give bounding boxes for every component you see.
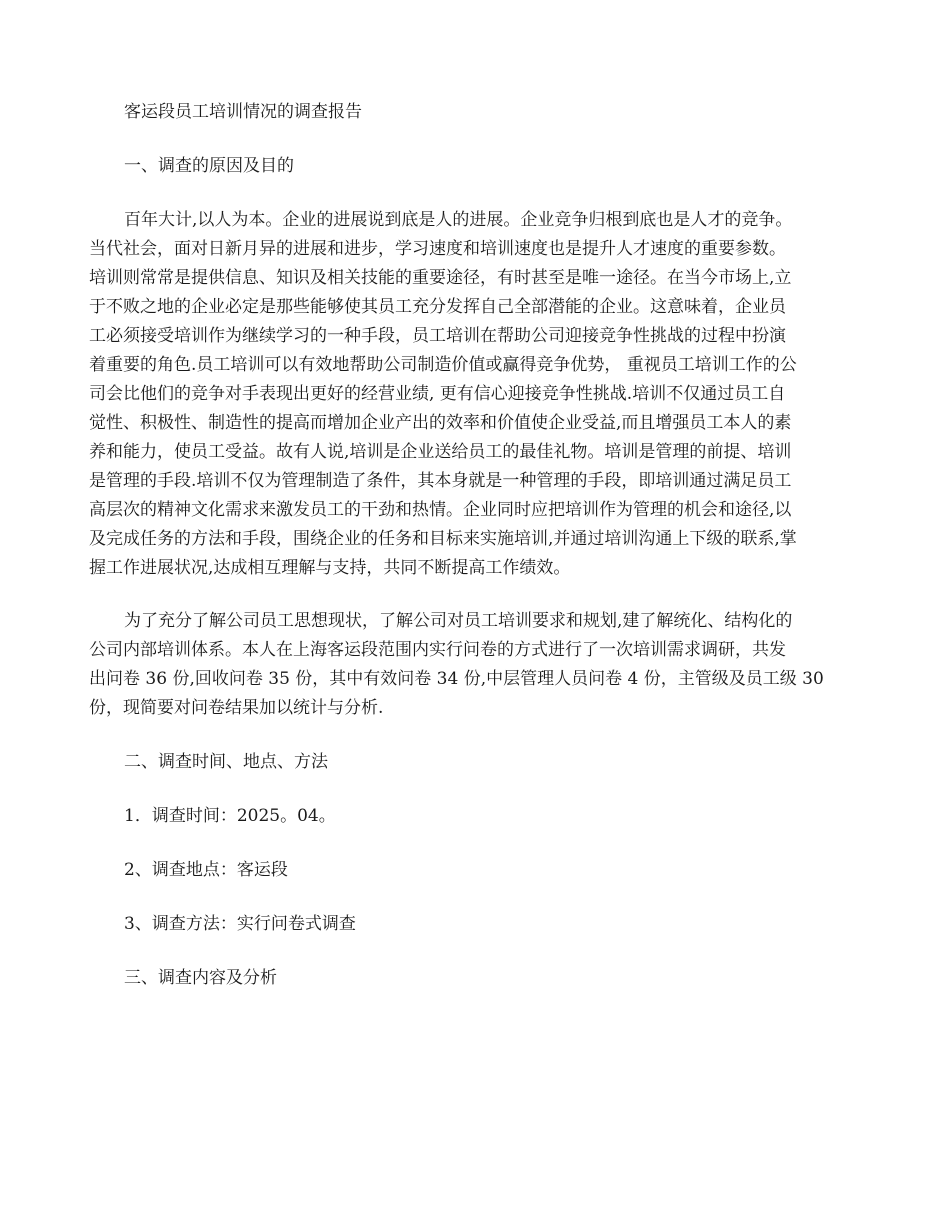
paragraph-line: 公司内部培训体系。本人在上海客运段范围内实行问卷的方式进行了一次培训需求调研，共发 — [89, 640, 786, 660]
paragraph-line: 及完成任务的方法和手段，围绕企业的任务和目标来实施培训,并通过培训沟通上下级的联系,掌 — [89, 529, 797, 549]
paragraph-line: 养和能力，使员工受益。故有人说,培训是企业送给员工的最佳礼物。培训是管理的前提、培训 — [89, 442, 792, 462]
paragraph-line: 于不败之地的企业必定是那些能够使其员工充分发挥自己全部潜能的企业。这意味着，企业员 — [89, 297, 786, 317]
list-item-time: 1．调查时间：2025。04。 — [124, 806, 336, 826]
paragraph-purpose — [89, 206, 861, 583]
paragraph-line: 觉性、积极性、制造性的提高而增加企业产出的效率和价值使企业受益,而且增强员工本人的素 — [89, 413, 792, 433]
paragraph-line: 百年大计,以人为本。企业的进展说到底是人的进展。企业竞争归根到底也是人才的竞争。 — [124, 210, 793, 230]
section-heading-2: 二、调查时间、地点、方法 — [124, 752, 328, 772]
list-item-location: 2、调查地点：客运段 — [124, 860, 288, 880]
section-heading-3: 三、调查内容及分析 — [124, 968, 277, 988]
paragraph-line: 份，现简要对问卷结果加以统计与分析. — [89, 698, 384, 718]
paragraph-line: 高层次的精神文化需求来激发员工的干劲和热情。企业同时应把培训作为管理的机会和途径,以 — [89, 500, 792, 520]
paragraph-line: 培训则常常是提供信息、知识及相关技能的重要途径，有时甚至是唯一途径。在当今市场上,立 — [89, 268, 792, 288]
paragraph-survey-scope — [89, 607, 861, 723]
paragraph-line: 工必须接受培训作为继续学习的一种手段，员工培训在帮助公司迎接竞争性挑战的过程中扮演 — [89, 326, 786, 346]
document-body — [89, 98, 861, 993]
paragraph-line: 是管理的手段.培训不仅为管理制造了条件，其本身就是一种管理的手段，即培训通过满足员工 — [89, 471, 792, 491]
section-heading-1: 一、调查的原因及目的 — [124, 156, 294, 176]
paragraph-line: 为了充分了解公司员工思想现状，了解公司对员工培训要求和规划,建了解统化、结构化的 — [124, 611, 793, 631]
paragraph-line: 司会比他们的竞争对手表现出更好的经营业绩, 更有信心迎接竞争性挑战.培训不仅通过员工自 — [89, 384, 786, 404]
paragraph-line: 当代社会，面对日新月异的进展和进步，学习速度和培训速度也是提升人才速度的重要参数。 — [89, 239, 786, 259]
report-title: 客运段员工培训情况的调查报告 — [124, 102, 362, 122]
paragraph-line: 着重要的角色.员工培训可以有效地帮助公司制造价值或赢得竞争优势， 重视员工培训工作的公 — [89, 355, 797, 375]
paragraph-line: 出问卷 36 份,回收问卷 35 份，其中有效问卷 34 份,中层管理人员问卷 4 份，主管级及员工级 30 — [89, 669, 824, 689]
paragraph-line: 握工作进展状况,达成相互理解与支持，共同不断提高工作绩效。 — [89, 558, 571, 578]
list-item-method: 3、调查方法：实行问卷式调查 — [124, 914, 356, 934]
